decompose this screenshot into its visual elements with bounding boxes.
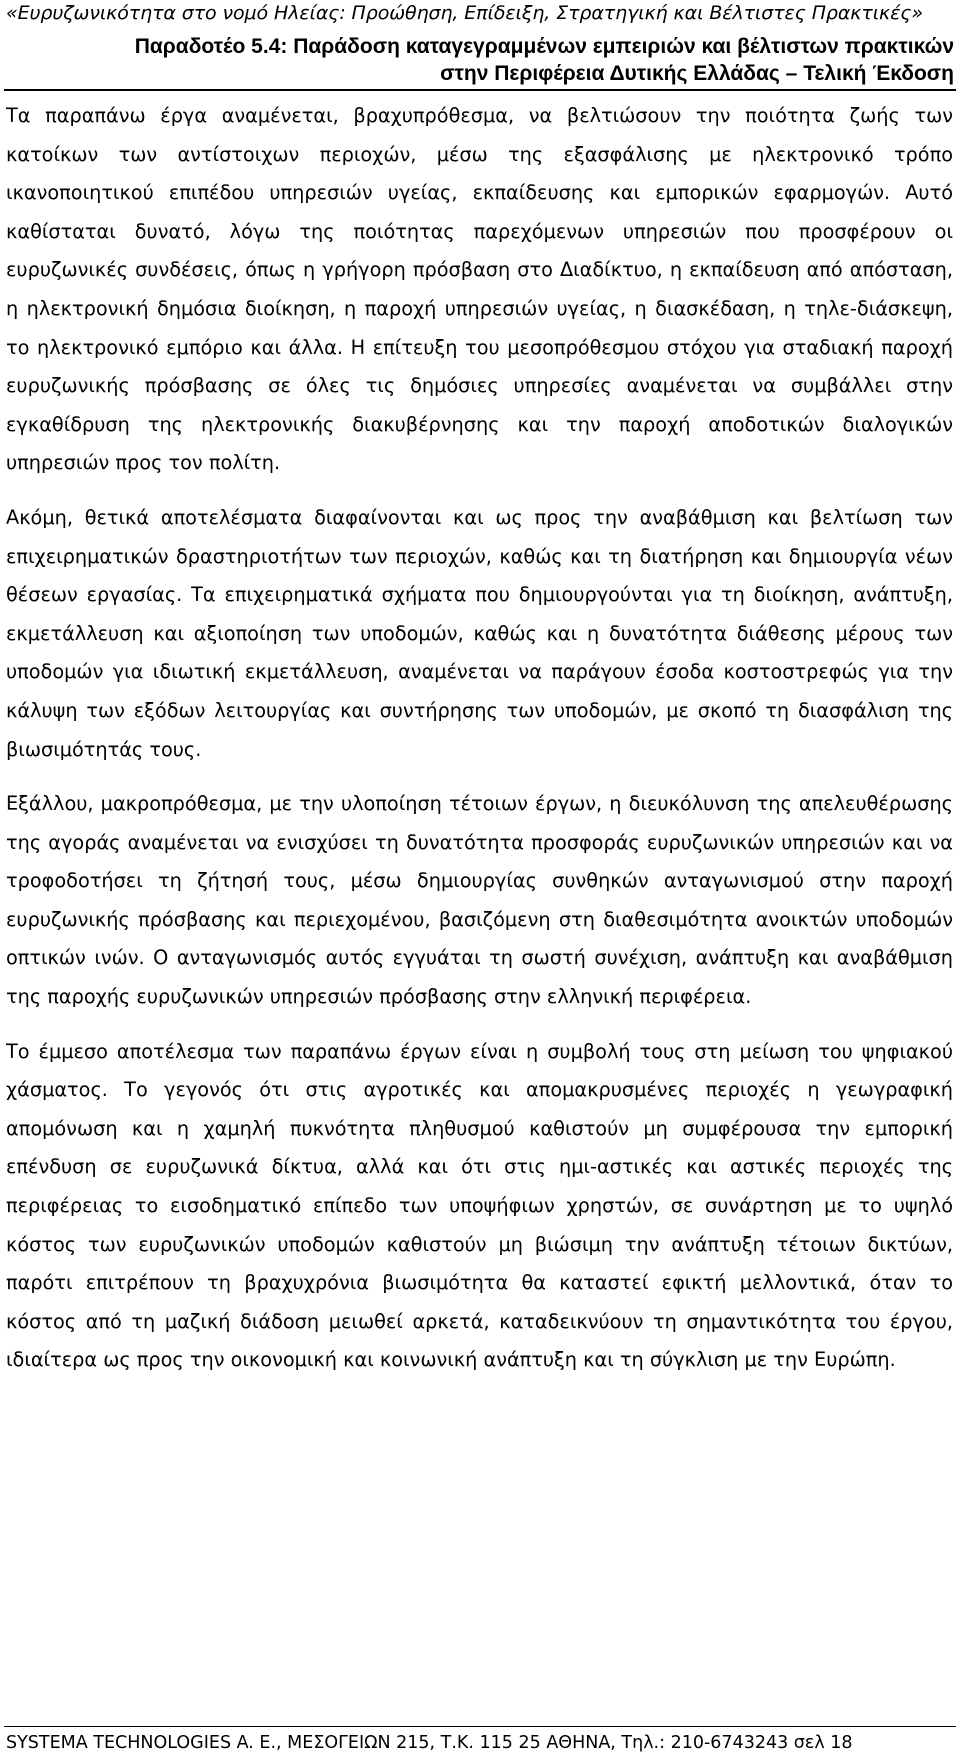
body-paragraph-3: Εξάλλου, μακροπρόθεσμα, με την υλοποίηση τέτοιων έργων, η διευκόλυνση της απελευθέρωσης της αγοράς αναμένεται να ενισχύσει τη δυνατότητα προσφοράς ευρυζωνικών υπηρεσιών και να τροφοδοτήσει τη ζήτησή τους, μέσω δημιουργίας συνθηκών ανταγωνισμού στην παροχή ευρυζωνικής πρόσβασης και περιεχομένου, βασιζόμενη στη διαθεσιμότητα ανοικτών υποδομών οπτικών ινών. Ο ανταγωνισμός αυτός εγγυάται τη σωστή συνέχιση, ανάπτυξη και αναβάθμιση της παροχής ευρυζωνικών υπηρεσιών πρόσβασης στην ελληνική περιφέρεια. [6, 792, 953, 1009]
page-header [0, 0, 960, 94]
body-paragraph-2: Ακόμη, θετικά αποτελέσματα διαφαίνονται και ως προς την αναβάθμιση και βελτίωση των επιχειρηματικών δραστηριοτήτων των περιοχών, καθώς και τη διατήρηση και δημιουργία νέων θέσεων εργασίας. Τα επιχειρηματικά σχήματα που δημιουργούνται για τη διοίκηση, ανάπτυξη, εκμετάλλευση και αξιοποίηση των υποδομών, καθώς και η δυνατότητα διάθεσης μέρους των υποδομών για ιδιωτική εκμετάλλευση, αναμένεται να παράγουν έσοδα κοστοστρεφώς για την κάλυψη των εξόδων λειτουργίας και συντήρησης των υποδομών, με σκοπό τη διασφάλιση της βιωσιμότητάς τους. [6, 505, 953, 761]
header-divider [4, 89, 956, 91]
body-paragraph-1: Τα παραπάνω έργα αναμένεται, βραχυπρόθεσμα, να βελτιώσουν την ποιότητα ζωής των κατοίκων των αντίστοιχων περιοχών, μέσω της εξασφάλισης με ηλεκτρονικό τρόπο ικανοποιητικού επιπέδου υπηρεσιών υγείας, εκπαίδευσης και εμπορικών εφαρμογών. Αυτό καθίσταται δυνατό, λόγω της ποιότητας παρεχόμενων υπηρεσιών που προσφέρουν οι ευρυζωνικές συνδέσεις, όπως η γρήγορη πρόσβαση στο Διαδίκτυο, η εκπαίδευση από απόσταση, η ηλεκτρονική δημόσια διοίκηση, η παροχή υπηρεσιών υγείας, η διασκέδαση, η τηλε-διάσκεψη, το ηλεκτρονικό εμπόριο και άλλα. Η επίτευξη του μεσοπρόθεσμου στόχου για σταδιακή παροχή ευρυζωνικής πρόσβασης σε όλες τις δημόσιες υπηρεσίες αναμένεται να συμβάλλει στην εγκαθίδρυση της ηλεκτρονικής διακυβέρνησης και την παροχή αποδοτικών διαλογικών υπηρεσιών προς τον πολίτη. [6, 104, 953, 475]
document-title: «Ευρυζωνικότητα στο νομό Ηλείας: Προώθηση, Επίδειξη, Στρατηγική και Βέλτιστες Πρακτικές» [6, 2, 923, 24]
page-body [6, 97, 953, 1380]
deliverable-heading [6, 33, 954, 87]
footer-company-info: SYSTEMA TECHNOLOGIES A. E., ΜΕΣΟΓΕΙΩΝ 215, Τ.Κ. 115 25 ΑΘΗΝΑ, Τηλ.: 210-6743243 σελ 18 [6, 1733, 853, 1753]
body-paragraph-4: Το έμμεσο αποτέλεσμα των παραπάνω έργων είναι η συμβολή τους στη μείωση του ψηφιακού χάσματος. Το γεγονός ότι στις αγροτικές και απομακρυσμένες περιοχές η γεωγραφική απομόνωση και η χαμηλή πυκνότητα πληθυσμού καθιστούν μη συμφέρουσα την εμπορική επένδυση σε ευρυζωνικά δίκτυα, αλλά και ότι στις ημι-αστικές και αστικές περιοχές της περιφέρειας το εισοδηματικό επίπεδο των υποψήφιων χρηστών, σε συνάρτηση με το υψηλό κόστος των ευρυζωνικών υποδομών καθιστούν μη βιώσιμη την ανάπτυξη τέτοιων δικτύων, παρότι επιτρέπουν τη βραχυχρόνια βιωσιμότητα θα καταστεί εφικτή μελλοντικά, όταν το κόστος από τη μαζική διάδοση μειωθεί αρκετά, καταδεικνύουν τη σημαντικότητα του έργου, ιδιαίτερα ως προς την οικονομική και κοινωνική ανάπτυξη και τη σύγκλιση με την Ευρώπη. [6, 1039, 953, 1372]
page-footer [0, 1724, 960, 1764]
deliverable-heading-line2: στην Περιφέρεια Δυτικής Ελλάδας – Τελική Έκδοση [440, 62, 954, 85]
footer-divider [4, 1726, 956, 1727]
deliverable-heading-line1: Παραδοτέο 5.4: Παράδοση καταγεγραμμένων εμπειριών και βέλτιστων πρακτικών [134, 35, 954, 58]
